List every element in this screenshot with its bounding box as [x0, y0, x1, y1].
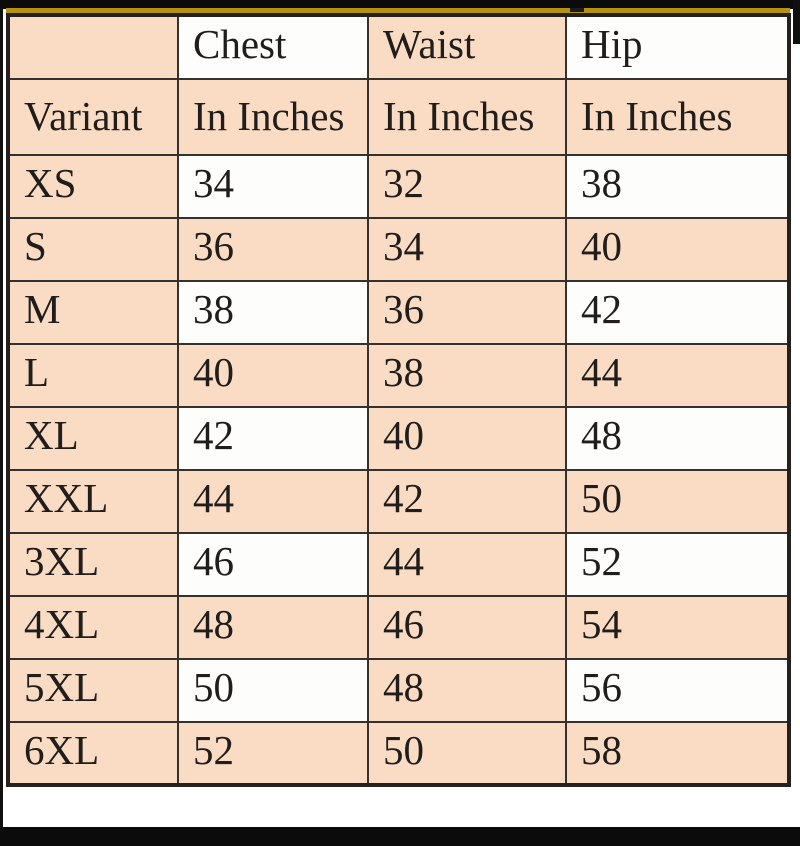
size-row-l [8, 344, 789, 407]
cell-chest: 50 [178, 659, 368, 722]
cell-hip: 56 [566, 659, 789, 722]
cell-variant: 4XL [8, 596, 178, 659]
cell-hip: 42 [566, 281, 789, 344]
corner-empty-cell [8, 15, 178, 79]
size-row-6xl [8, 722, 789, 785]
size-row-3xl [8, 533, 789, 596]
cell-waist: 46 [368, 596, 566, 659]
size-row-s [8, 218, 789, 281]
cell-chest: 44 [178, 470, 368, 533]
cell-waist: 36 [368, 281, 566, 344]
cell-chest: 34 [178, 155, 368, 218]
sub-header-hip-units: In Inches [566, 79, 789, 155]
column-header-hip: Hip [566, 15, 789, 79]
sub-header-waist-units: In Inches [368, 79, 566, 155]
cell-hip: 48 [566, 407, 789, 470]
cell-waist: 40 [368, 407, 566, 470]
size-row-xxl [8, 470, 789, 533]
size-row-m [8, 281, 789, 344]
sub-header-row [8, 79, 789, 155]
cell-variant: S [8, 218, 178, 281]
cell-waist: 44 [368, 533, 566, 596]
cell-chest: 52 [178, 722, 368, 785]
cell-waist: 48 [368, 659, 566, 722]
size-row-4xl [8, 596, 789, 659]
cell-hip: 44 [566, 344, 789, 407]
cell-chest: 40 [178, 344, 368, 407]
cell-hip: 58 [566, 722, 789, 785]
cell-variant: 5XL [8, 659, 178, 722]
cell-waist: 38 [368, 344, 566, 407]
column-header-chest: Chest [178, 15, 368, 79]
cell-waist: 34 [368, 218, 566, 281]
left-frame-edge [0, 8, 3, 827]
cell-hip: 54 [566, 596, 789, 659]
cell-waist: 50 [368, 722, 566, 785]
cell-chest: 42 [178, 407, 368, 470]
size-row-xs [8, 155, 789, 218]
group-header-row [8, 15, 789, 79]
cell-variant: 6XL [8, 722, 178, 785]
cell-hip: 52 [566, 533, 789, 596]
gold-line-notch [570, 8, 584, 12]
cell-chest: 36 [178, 218, 368, 281]
cell-variant: XS [8, 155, 178, 218]
top-right-frame-edge [793, 0, 800, 44]
cell-chest: 48 [178, 596, 368, 659]
size-row-5xl [8, 659, 789, 722]
cell-hip: 50 [566, 470, 789, 533]
cell-waist: 32 [368, 155, 566, 218]
cell-hip: 38 [566, 155, 789, 218]
cell-hip: 40 [566, 218, 789, 281]
cell-variant: M [8, 281, 178, 344]
sub-header-chest-units: In Inches [178, 79, 368, 155]
bottom-frame-bar [0, 827, 800, 846]
cell-variant: XXL [8, 470, 178, 533]
sub-header-variant: Variant [8, 79, 178, 155]
cell-variant: L [8, 344, 178, 407]
column-header-waist: Waist [368, 15, 566, 79]
cell-variant: XL [8, 407, 178, 470]
cell-variant: 3XL [8, 533, 178, 596]
cell-chest: 38 [178, 281, 368, 344]
cell-waist: 42 [368, 470, 566, 533]
size-row-xl [8, 407, 789, 470]
size-chart-table [6, 13, 791, 787]
cell-chest: 46 [178, 533, 368, 596]
